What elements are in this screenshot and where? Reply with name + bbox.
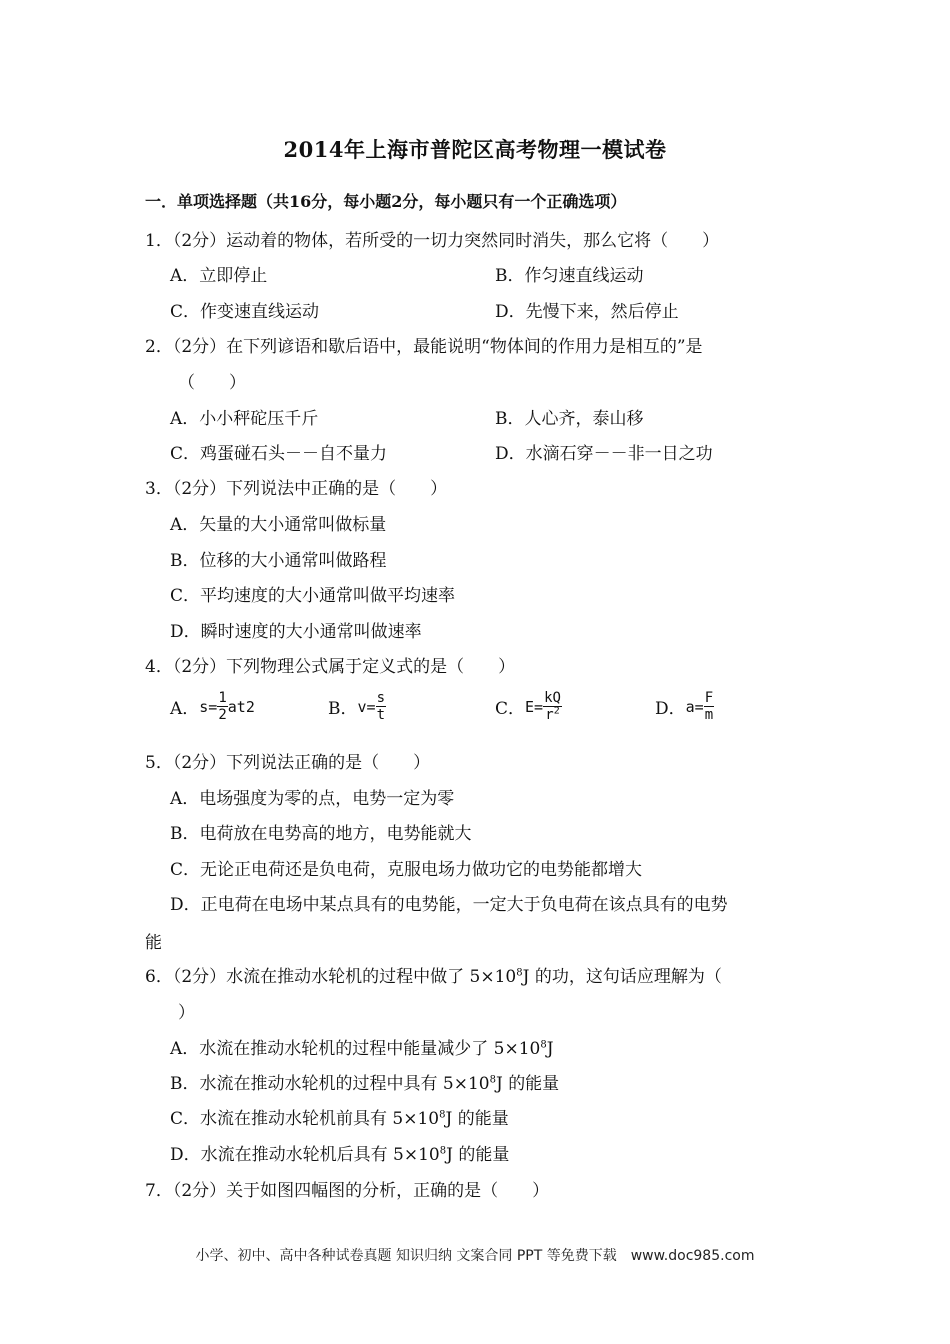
q3-option-b: B．位移的大小通常叫做路程 [170, 551, 387, 571]
q1-option-b: B．作匀速直线运动 [495, 266, 644, 286]
q2-option-b: B．人心齐，泰山移 [495, 409, 644, 429]
q5-option-a: A．电场强度为零的点，电势一定为零 [170, 789, 455, 809]
fraction: $\frac{F}{m}$ [704, 690, 714, 723]
q3-option-d: D．瞬时速度的大小通常叫做速率 [170, 622, 422, 642]
q4-option-c: C． E= $\frac{kQ}{r^2}$ [495, 690, 561, 723]
q6-option-a: A．水流在推动水轮机的过程中能量减少了 $5\times 10^8J$ [170, 1039, 554, 1059]
q4-option-d: D． a= $\frac{F}{m}$ [655, 690, 714, 723]
section-heading: 一．单项选择题（共16分，每小题2分，每小题只有一个正确选项） [145, 192, 627, 211]
q2-option-c: C．鸡蛋碰石头－－自不量力 [170, 444, 388, 464]
q3-option-c: C．平均速度的大小通常叫做平均速率 [170, 586, 456, 606]
fraction: $\frac{1}{2}$ [218, 690, 227, 723]
fraction: $\frac{kQ}{r^2}$ [544, 690, 561, 723]
q6-option-c: C．水流在推动水轮机前具有 $5\times 10^8J$ 的能量 [170, 1109, 509, 1129]
question-7-stem: 7．（2分）关于如图四幅图的分析，正确的是（ ） [145, 1181, 550, 1201]
q1-option-a: A．立即停止 [170, 266, 268, 286]
question-2-stem: 2．（2分）在下列谚语和歇后语中，最能说明“物体间的作用力是相互的”是 [145, 337, 703, 357]
q4-option-a: A． s= $\frac{1}{2}$ at 2 [170, 690, 255, 723]
q4-option-b: B． v= $\frac{s}{t}$ [328, 690, 385, 723]
page-title: 2014年上海市普陀区高考物理一模试卷 [283, 137, 667, 162]
question-5-stem: 5．（2分）下列说法正确的是（ ） [145, 753, 431, 773]
fraction: $\frac{s}{t}$ [376, 690, 385, 723]
q5-option-d: D．正电荷在电场中某点具有的电势能，一定大于负电荷在该点具有的电势 [170, 895, 728, 915]
question-4-stem: 4．（2分）下列物理公式属于定义式的是（ ） [145, 657, 516, 677]
q3-option-a: A．矢量的大小通常叫做标量 [170, 515, 387, 535]
q2-option-a: A．小小秤砣压千斤 [170, 409, 319, 429]
q1-option-c: C．作变速直线运动 [170, 302, 320, 322]
question-2-stem-cont: （ ） [178, 373, 246, 393]
q6-option-d: D．水流在推动水轮机后具有 $5\times 10^8J$ 的能量 [170, 1145, 510, 1165]
q6-option-b: B．水流在推动水轮机的过程中具有 $5\times 10^8J$ 的能量 [170, 1074, 560, 1094]
question-1-stem: 1．（2分）运动着的物体，若所受的一切力突然同时消失，那么它将（ ） [145, 231, 720, 251]
question-3-stem: 3．（2分）下列说法中正确的是（ ） [145, 479, 448, 499]
formula-lhs: s= [199, 697, 218, 716]
q5-option-c: C．无论正电荷还是负电荷，克服电场力做功它的电势能都增大 [170, 860, 643, 880]
question-6-stem-cont: ） [178, 1003, 195, 1023]
question-6-stem: 6．（2分）水流在推动水轮机的过程中做了 $5\times 10^8J$ 的功，这句话应理解为（ [145, 967, 722, 987]
q5-option-d-cont: 能 [145, 933, 162, 953]
footer-advert: 小学、初中、高中各种试卷真题 知识归纳 文案合同 PPT 等免费下载 www.doc985.com [195, 1248, 755, 1264]
q5-option-b: B．电荷放在电势高的地方，电势能就大 [170, 824, 472, 844]
q1-option-d: D．先慢下来，然后停止 [495, 302, 679, 322]
q2-option-d: D．水滴石穿－－非一日之功 [495, 444, 713, 464]
